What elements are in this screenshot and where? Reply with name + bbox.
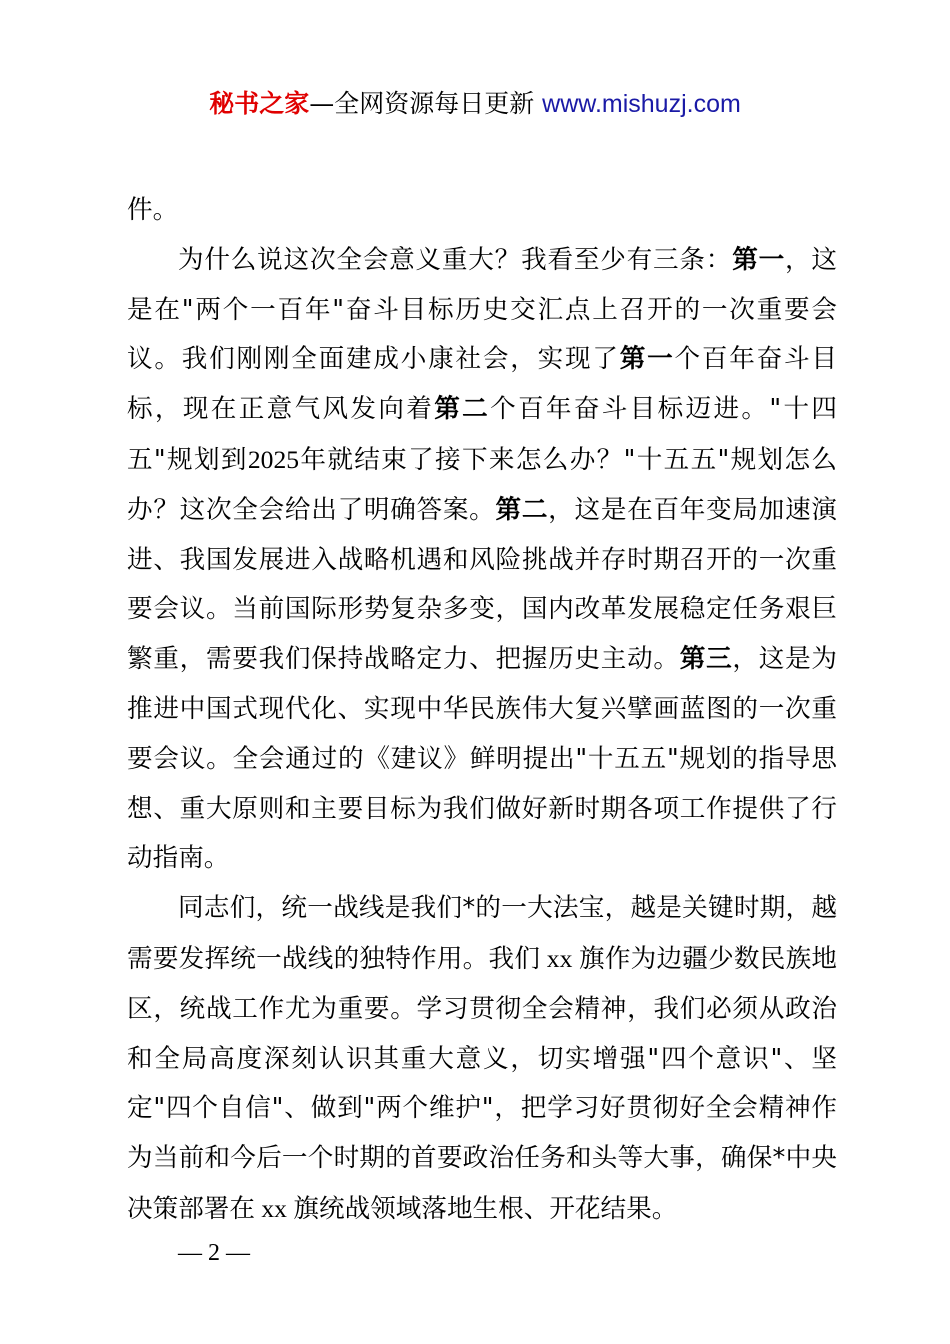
text-run: 个百年奋斗目标，现在正意气风发向着 xyxy=(127,344,837,425)
document-body xyxy=(127,186,837,1235)
brand-name: 秘书之家 xyxy=(209,89,310,118)
text-run: ，这是在百年变局加速演进、我国发展进入战略机遇和风险挑战并存时期召开的一次重要会议。当前国际形势复杂多变，国内改革发展稳定任务艰巨繁重，需要我们保持战略定力、把握历史主动。 xyxy=(127,494,837,675)
site-url: www.mishuzj.com xyxy=(542,90,741,118)
text-run: ，这是为推进中国式现代化、实现中华民族伟大复兴擘画蓝图的一次重要会议。全会通过的《建议》鲜明提出"十五五"规划的指导思想、重大原则和主要目标为我们做好新时期各项工作提供了行动指南。 xyxy=(127,644,837,874)
bold-third: 第三 xyxy=(679,644,733,675)
bold-first: 第一 xyxy=(619,344,675,375)
text-run: 年就结束了接下来怎么办？"十五五"规划怎么办？这次全会给出了明确答案。 xyxy=(127,444,838,525)
bold-first: 第一 xyxy=(732,244,785,275)
site-watermark-header xyxy=(0,86,950,122)
bold-second: 第二 xyxy=(495,494,549,525)
paragraph-united-front xyxy=(127,884,837,1235)
page-number: — 2 — xyxy=(178,1240,250,1266)
placeholder-xx: xx xyxy=(540,943,579,973)
text-run: 旗作为边疆少数民族地区，统战工作尤为重要。学习贯彻全会精神，我们必须从政治和全局高度深刻认识其重大意义，切实增强"四个意识"、坚定"四个自信"、做到"两个维护"，把学习好贯彻好全会精神作为当前和今后一个时期的首要政治任务和头等大事，确保*中央决策部署在 xyxy=(127,943,837,1224)
bold-second: 第二 xyxy=(434,394,491,425)
paragraph-continuation xyxy=(127,186,837,236)
text-run: 件。 xyxy=(127,195,179,225)
placeholder-xx: xx xyxy=(254,1193,294,1223)
paragraph-significance xyxy=(127,236,837,884)
year-number: 2025 xyxy=(247,444,300,474)
text-run: ，这是在"两个一百年"奋斗目标历史交汇点上召开的一次重要会议。我们刚刚全面建成小康社会，实现了 xyxy=(127,244,837,375)
text-run: 旗统战领域落地生根、开花结果。 xyxy=(293,1193,678,1224)
text-run: 同志们，统一战线是我们*的一大法宝，越是关键时期，越需要发挥统一战线的独特作用。我们 xyxy=(127,893,837,974)
text-run: 个百年奋斗目标迈进。"十四五"规划到 xyxy=(127,394,837,475)
text-run: 为什么说这次全会意义重大？我看至少有三条： xyxy=(178,244,733,275)
header-tagline: —全网资源每日更新 xyxy=(309,89,543,118)
